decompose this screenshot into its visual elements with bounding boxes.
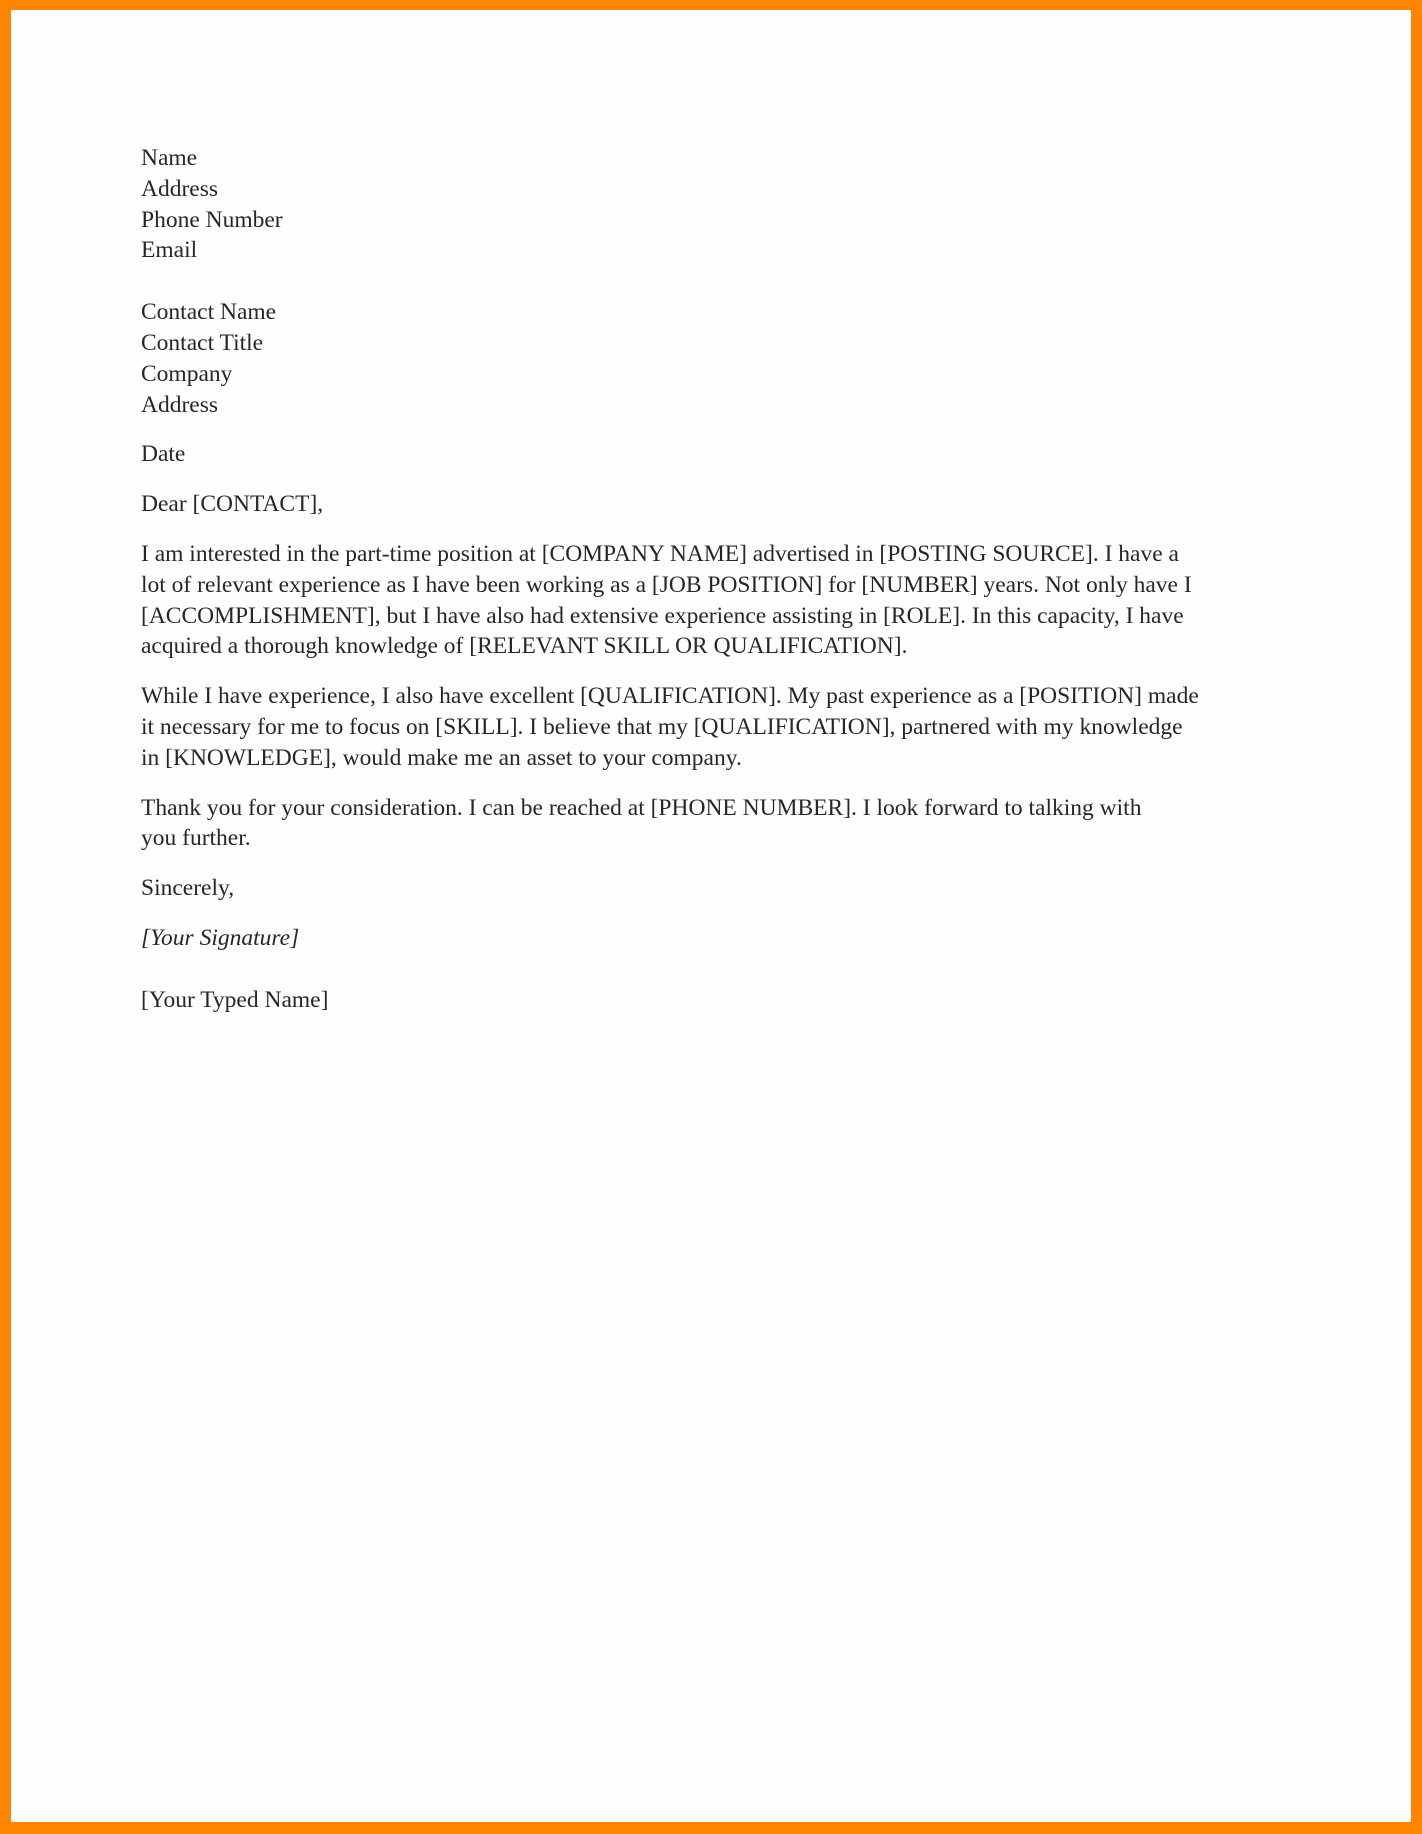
sender-email: Email xyxy=(141,237,198,264)
body-paragraph-3 xyxy=(141,793,1311,855)
paragraph-line: acquired a thorough knowledge of [RELEVANT SKILL OR QUALIFICATION]. xyxy=(141,633,908,660)
recipient-contact-name: Contact Name xyxy=(141,299,277,326)
paragraph-line: lot of relevant experience as I have been working as a [JOB POSITION] for [NUMBER] years. Not only have I xyxy=(141,571,1192,598)
letter-date: Date xyxy=(141,441,186,468)
sender-phone: Phone Number xyxy=(141,206,283,233)
paragraph-line: I am interested in the part-time position at [COMPANY NAME] advertised in [POSTING SOURCE]. I have a xyxy=(141,540,1179,567)
closing: Sincerely, xyxy=(141,875,235,902)
body-paragraph-2 xyxy=(141,681,1311,773)
recipient-contact-title: Contact Title xyxy=(141,329,264,356)
typed-name: [Your Typed Name] xyxy=(141,986,329,1013)
paragraph-line: it necessary for me to focus on [SKILL]. I believe that my [QUALIFICATION], partnered with my knowledge xyxy=(141,713,1183,740)
salutation: Dear [CONTACT], xyxy=(141,491,324,518)
paragraph-line: [ACCOMPLISHMENT], but I have also had extensive experience assisting in [ROLE]. In this capacity, I have xyxy=(141,602,1184,629)
sender-block xyxy=(141,143,1311,266)
body-paragraph-1 xyxy=(141,539,1311,662)
signature-placeholder: [Your Signature] xyxy=(141,924,300,951)
recipient-block xyxy=(141,297,1311,420)
paragraph-line: in [KNOWLEDGE], would make me an asset to your company. xyxy=(141,744,742,771)
sender-address: Address xyxy=(141,175,219,202)
sender-name: Name xyxy=(141,145,198,171)
document-page xyxy=(11,10,1411,1822)
paragraph-line: While I have experience, I also have excellent [QUALIFICATION]. My past experience as a [POSITION] made xyxy=(141,683,1199,710)
cover-letter xyxy=(141,143,1311,1016)
paragraph-line: you further. xyxy=(141,825,251,852)
recipient-address: Address xyxy=(141,391,219,418)
recipient-company: Company xyxy=(141,360,233,387)
paragraph-line: Thank you for your consideration. I can be reached at [PHONE NUMBER]. I look forward to talking with xyxy=(141,794,1142,821)
